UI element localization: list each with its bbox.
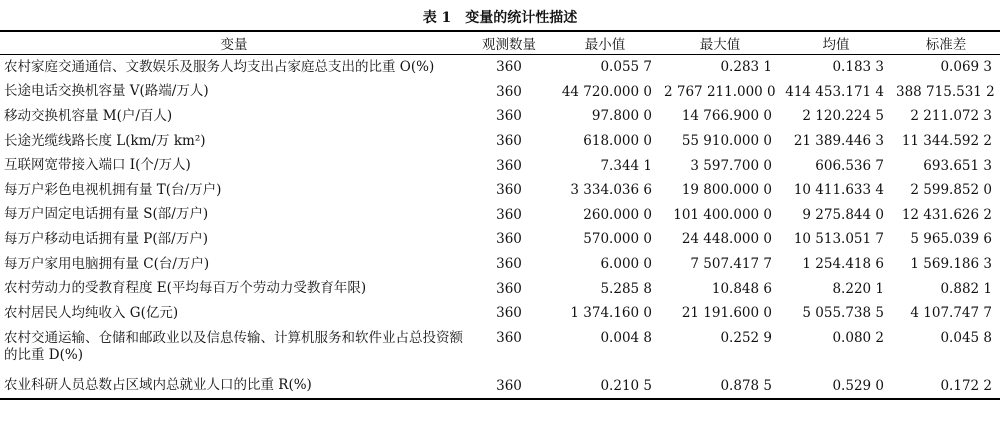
cell-variable: 农村居民人均纯收入 G(亿元) xyxy=(4,304,179,321)
cell-min: 618.000 0 xyxy=(583,133,652,150)
table-row xyxy=(0,104,1000,129)
table-caption: 表 1 变量的统计性描述 xyxy=(422,10,578,26)
table-row xyxy=(0,203,1000,228)
cell-max: 10.848 6 xyxy=(711,280,772,297)
header-max: 最大值 xyxy=(699,37,741,53)
cell-max: 101 400.000 0 xyxy=(673,206,772,223)
cell-min: 1 374.160 0 xyxy=(570,305,652,322)
cell-sd: 4 107.747 7 xyxy=(910,305,992,322)
header-count: 观测数量 xyxy=(482,37,536,53)
cell-min: 97.800 0 xyxy=(591,108,652,125)
cell-max: 14 766.900 0 xyxy=(681,108,772,125)
cell-sd: 2 211.072 3 xyxy=(910,108,992,125)
cell-min: 3 334.036 6 xyxy=(570,182,652,199)
cell-variable: 农村交通运输、仓储和邮政业以及信息传输、计算机服务和软件业占总投资额的比重 D(%) xyxy=(4,329,463,363)
cell-sd: 388 715.531 2 xyxy=(896,83,995,100)
cell-count: 360 xyxy=(496,108,522,125)
cell-max: 0.283 1 xyxy=(720,59,772,76)
cell-variable: 互联网宽带接入端口 I(个/万人) xyxy=(4,157,191,174)
cell-min: 0.055 7 xyxy=(600,59,652,76)
cell-mean: 0.529 0 xyxy=(832,377,884,394)
cell-variable: 每万户固定电话拥有量 S(部/万户) xyxy=(4,206,209,223)
cell-mean: 0.080 2 xyxy=(832,329,884,346)
cell-mean: 606.536 7 xyxy=(815,157,884,174)
cell-count: 360 xyxy=(496,231,522,248)
cell-count: 360 xyxy=(496,83,522,100)
cell-count: 360 xyxy=(496,157,522,174)
cell-count: 360 xyxy=(496,377,522,394)
cell-mean: 10 411.633 4 xyxy=(793,182,884,199)
header-mean: 均值 xyxy=(822,37,850,53)
cell-sd: 1 569.186 3 xyxy=(910,256,992,273)
header-row xyxy=(0,31,1000,55)
cell-sd: 0.069 3 xyxy=(940,59,992,76)
table-row xyxy=(0,301,1000,326)
cell-mean: 8.220 1 xyxy=(832,280,884,297)
cell-sd: 0.882 1 xyxy=(940,280,992,297)
cell-min: 7.344 1 xyxy=(600,157,652,174)
cell-max: 2 767 211.000 0 xyxy=(664,83,776,100)
table-row xyxy=(0,374,1000,400)
cell-min: 44 720.000 0 xyxy=(561,83,652,100)
cell-variable: 移动交换机容量 M(户/百人) xyxy=(4,107,173,124)
cell-max: 21 191.600 0 xyxy=(681,305,772,322)
cell-max: 55 910.000 0 xyxy=(681,133,772,150)
cell-mean: 2 120.224 5 xyxy=(802,108,884,125)
cell-variable: 每万户彩色电视机拥有量 T(台/万户) xyxy=(4,181,222,198)
cell-mean: 21 389.446 3 xyxy=(793,133,884,150)
statistics-table xyxy=(0,30,1000,400)
table-row xyxy=(0,227,1000,252)
cell-variable: 长途电话交换机容量 V(路端/万人) xyxy=(4,83,209,100)
cell-sd: 2 599.852 0 xyxy=(910,182,992,199)
table-row xyxy=(0,80,1000,105)
cell-sd: 12 431.626 2 xyxy=(901,206,992,223)
cell-mean: 414 453.171 4 xyxy=(785,83,884,100)
table-row xyxy=(0,178,1000,203)
cell-max: 0.252 9 xyxy=(720,329,772,346)
cell-max: 19 800.000 0 xyxy=(681,182,772,199)
cell-count: 360 xyxy=(496,206,522,223)
cell-mean: 0.183 3 xyxy=(832,59,884,76)
cell-variable: 农村劳动力的受教育程度 E(平均每百万个劳动力受教育年限) xyxy=(4,280,367,297)
cell-variable: 每万户家用电脑拥有量 C(台/万户) xyxy=(4,255,210,272)
cell-min: 6.000 0 xyxy=(600,256,652,273)
cell-sd: 0.045 8 xyxy=(940,329,992,346)
cell-mean: 9 275.844 0 xyxy=(802,206,884,223)
cell-count: 360 xyxy=(496,280,522,297)
table-row xyxy=(0,252,1000,277)
header-min: 最小值 xyxy=(584,37,626,53)
table-row xyxy=(0,153,1000,178)
cell-min: 0.210 5 xyxy=(600,377,652,394)
table-row xyxy=(0,276,1000,301)
cell-max: 0.878 5 xyxy=(720,377,772,394)
table-row xyxy=(0,326,1000,374)
cell-count: 360 xyxy=(496,59,522,76)
cell-min: 570.000 0 xyxy=(583,231,652,248)
table-row xyxy=(0,55,1000,80)
cell-count: 360 xyxy=(496,182,522,199)
cell-sd: 5 965.039 6 xyxy=(910,231,992,248)
cell-count: 360 xyxy=(496,305,522,322)
cell-max: 24 448.000 0 xyxy=(681,231,772,248)
cell-min: 0.004 8 xyxy=(600,329,652,346)
cell-max: 3 597.700 0 xyxy=(690,157,772,174)
cell-min: 260.000 0 xyxy=(583,206,652,223)
cell-mean: 10 513.051 7 xyxy=(793,231,884,248)
cell-count: 360 xyxy=(496,329,522,346)
cell-sd: 0.172 2 xyxy=(940,377,992,394)
cell-count: 360 xyxy=(496,256,522,273)
table-row xyxy=(0,129,1000,154)
cell-variable: 农业科研人员总数占区域内总就业人口的比重 R(%) xyxy=(4,377,312,394)
cell-variable: 长途光缆线路长度 L(km/万 km²) xyxy=(4,132,206,149)
cell-count: 360 xyxy=(496,133,522,150)
cell-min: 5.285 8 xyxy=(600,280,652,297)
cell-mean: 5 055.738 5 xyxy=(802,305,884,322)
cell-variable: 农村家庭交通通信、文教娱乐及服务人均支出占家庭总支出的比重 O(%) xyxy=(4,58,435,75)
cell-max: 7 507.417 7 xyxy=(690,256,772,273)
cell-sd: 11 344.592 2 xyxy=(901,133,992,150)
header-sd: 标准差 xyxy=(925,37,967,53)
header-variable: 变量 xyxy=(220,37,248,53)
cell-sd: 693.651 3 xyxy=(923,157,992,174)
cell-variable: 每万户移动电话拥有量 P(部/万户) xyxy=(4,230,208,247)
cell-mean: 1 254.418 6 xyxy=(802,256,884,273)
